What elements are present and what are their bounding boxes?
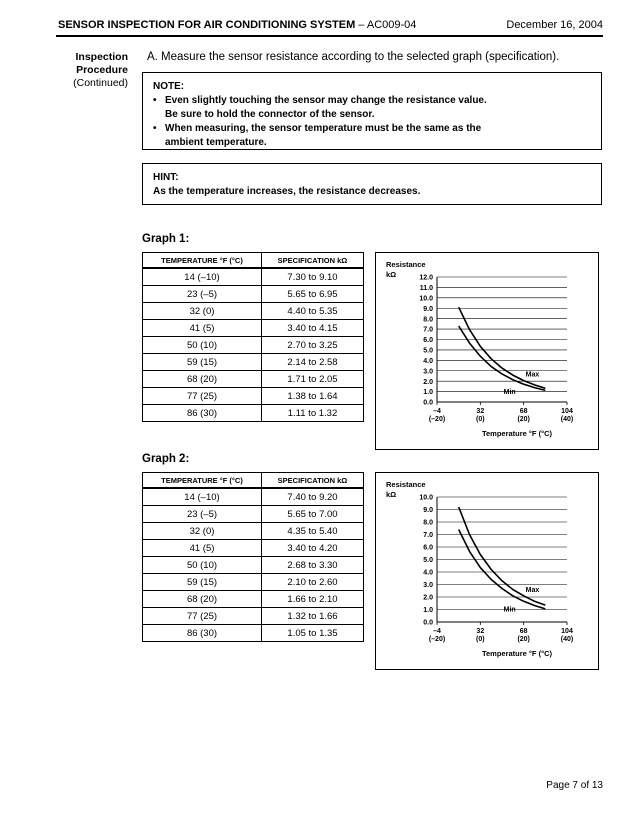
- x-tick-sublabel: (40): [560, 416, 574, 423]
- y-tick-label: 7.0: [423, 326, 433, 334]
- specification-cell: 4.40 to 5.35: [262, 303, 364, 320]
- y-tick-label: 10.0: [419, 295, 433, 303]
- note-item: [153, 94, 591, 122]
- y-tick-label: 6.0: [423, 337, 433, 345]
- temperature-cell: 32 (0): [143, 303, 262, 320]
- temperature-cell: 68 (20): [143, 591, 262, 608]
- x-tick-sublabel: (–20): [428, 636, 446, 643]
- y-axis-unit-label: kΩ: [386, 490, 397, 499]
- x-axis-label: Temperature °F (°C): [481, 649, 553, 658]
- y-tick-label: 3.0: [423, 582, 433, 590]
- table-header-row: [143, 473, 364, 489]
- x-tick-label: 32: [476, 628, 485, 635]
- specification-cell: 1.05 to 1.35: [262, 625, 364, 642]
- side-heading-line2: Procedure: [76, 64, 128, 76]
- table-row: [143, 268, 364, 286]
- y-tick-label: 9.0: [423, 305, 433, 313]
- hint-box: [142, 163, 602, 205]
- y-tick-label: 1.0: [423, 389, 433, 397]
- note-item-1b: Be sure to hold the connector of the sensor.: [165, 109, 375, 120]
- table-row: [143, 540, 364, 557]
- table-row: [143, 405, 364, 422]
- temperature-cell: 50 (10): [143, 557, 262, 574]
- title-text: SENSOR INSPECTION FOR AIR CONDITIONING SYSTEM: [58, 19, 356, 31]
- temperature-cell: 23 (–5): [143, 506, 262, 523]
- temperature-cell: 23 (–5): [143, 286, 262, 303]
- graph1-chart-svg: [376, 253, 600, 451]
- table-row: [143, 488, 364, 506]
- x-tick-sublabel: (40): [560, 636, 574, 643]
- graph2-heading: Graph 2:: [142, 453, 190, 465]
- document-date: December 16, 2004: [506, 19, 603, 31]
- y-tick-label: 2.0: [423, 594, 433, 602]
- graph1-chart: [375, 252, 599, 450]
- note-item: [153, 122, 591, 150]
- specification-cell: 7.30 to 9.10: [262, 268, 364, 286]
- x-tick-sublabel: (20): [517, 416, 530, 423]
- temperature-cell: 68 (20): [143, 371, 262, 388]
- y-tick-label: 4.0: [423, 357, 433, 365]
- specification-cell: 2.68 to 3.30: [262, 557, 364, 574]
- y-tick-label: 8.0: [423, 519, 433, 527]
- specification-cell: 1.11 to 1.32: [262, 405, 364, 422]
- temperature-cell: 77 (25): [143, 388, 262, 405]
- table-row: [143, 354, 364, 371]
- y-tick-label: 10.0: [419, 494, 433, 502]
- graph1-table-body: [143, 268, 364, 422]
- specification-cell: 4.35 to 5.40: [262, 523, 364, 540]
- specification-cell: 5.65 to 7.00: [262, 506, 364, 523]
- table-row: [143, 557, 364, 574]
- y-tick-label: 8.0: [423, 316, 433, 324]
- specification-cell: 1.38 to 1.64: [262, 388, 364, 405]
- series-line-min: [459, 326, 546, 390]
- specification-cell: 1.66 to 2.10: [262, 591, 364, 608]
- y-tick-label: 1.0: [423, 607, 433, 615]
- temperature-cell: 59 (15): [143, 354, 262, 371]
- specification-cell: 1.32 to 1.66: [262, 608, 364, 625]
- table-header-row: [143, 253, 364, 269]
- side-heading-line3: (Continued): [73, 77, 128, 89]
- temperature-cell: 77 (25): [143, 608, 262, 625]
- y-tick-label: 0.0: [423, 399, 433, 407]
- x-tick-sublabel: (0): [476, 416, 485, 423]
- y-tick-label: 0.0: [423, 619, 433, 627]
- y-tick-label: 9.0: [423, 507, 433, 515]
- table-row: [143, 286, 364, 303]
- x-tick-label: 68: [519, 628, 528, 635]
- table-row: [143, 625, 364, 642]
- document-title: [58, 19, 416, 31]
- specification-cell: 3.40 to 4.20: [262, 540, 364, 557]
- table-row: [143, 388, 364, 405]
- doc-id: – AC009-04: [355, 19, 417, 31]
- column-header-temperature: TEMPERATURE °F (°C): [143, 253, 262, 269]
- specification-cell: 2.14 to 2.58: [262, 354, 364, 371]
- header-divider: [56, 35, 603, 37]
- x-tick-label: 104: [561, 628, 573, 635]
- table-row: [143, 337, 364, 354]
- temperature-cell: 41 (5): [143, 320, 262, 337]
- graph2-spec-table: [142, 472, 364, 642]
- x-tick-label: 68: [519, 408, 528, 415]
- temperature-cell: 41 (5): [143, 540, 262, 557]
- note-item-2b: ambient temperature.: [165, 137, 267, 148]
- y-tick-label: 3.0: [423, 368, 433, 376]
- note-item-1a: Even slightly touching the sensor may change the resistance value.: [165, 95, 487, 106]
- specification-cell: 3.40 to 4.15: [262, 320, 364, 337]
- step-instruction: A. Measure the sensor resistance according to the selected graph (specification).: [147, 51, 560, 63]
- temperature-cell: 14 (–10): [143, 268, 262, 286]
- table-row: [143, 591, 364, 608]
- specification-cell: 5.65 to 6.95: [262, 286, 364, 303]
- table-row: [143, 320, 364, 337]
- side-heading-line1: Inspection: [75, 51, 128, 63]
- temperature-cell: 14 (–10): [143, 488, 262, 506]
- specification-cell: 2.70 to 3.25: [262, 337, 364, 354]
- table-row: [143, 574, 364, 591]
- temperature-cell: 32 (0): [143, 523, 262, 540]
- y-tick-label: 7.0: [423, 532, 433, 540]
- y-tick-label: 12.0: [419, 274, 433, 282]
- note-list: [153, 94, 591, 150]
- note-box: [142, 72, 602, 150]
- series-label-min: Min: [503, 389, 516, 397]
- y-tick-label: 6.0: [423, 544, 433, 552]
- table-row: [143, 523, 364, 540]
- series-label-max: Max: [525, 586, 540, 594]
- y-axis-unit-label: kΩ: [386, 270, 397, 279]
- temperature-cell: 86 (30): [143, 625, 262, 642]
- y-tick-label: 11.0: [419, 285, 433, 293]
- x-tick-sublabel: (0): [476, 636, 485, 643]
- x-tick-label: 32: [476, 408, 485, 415]
- column-header-temperature: TEMPERATURE °F (°C): [143, 473, 262, 489]
- table-row: [143, 303, 364, 320]
- specification-cell: 1.71 to 2.05: [262, 371, 364, 388]
- table-row: [143, 371, 364, 388]
- column-header-specification: SPECIFICATION kΩ: [262, 253, 364, 269]
- page-number: Page 7 of 13: [546, 780, 603, 791]
- series-label-min: Min: [503, 606, 516, 614]
- x-tick-sublabel: (–20): [428, 416, 446, 423]
- graph2-chart-svg: [376, 473, 600, 671]
- graph1-heading: Graph 1:: [142, 233, 190, 245]
- y-tick-label: 5.0: [423, 557, 433, 565]
- hint-title: HINT:: [153, 172, 179, 183]
- temperature-cell: 59 (15): [143, 574, 262, 591]
- graph2-chart: [375, 472, 599, 670]
- hint-text: As the temperature increases, the resistance decreases.: [153, 186, 421, 197]
- graph2-table-body: [143, 488, 364, 642]
- temperature-cell: 86 (30): [143, 405, 262, 422]
- table-row: [143, 506, 364, 523]
- specification-cell: 2.10 to 2.60: [262, 574, 364, 591]
- table-row: [143, 608, 364, 625]
- y-tick-label: 5.0: [423, 347, 433, 355]
- y-tick-label: 4.0: [423, 569, 433, 577]
- series-label-max: Max: [525, 371, 540, 379]
- y-axis-label: Resistance: [386, 480, 426, 489]
- column-header-specification: SPECIFICATION kΩ: [262, 473, 364, 489]
- note-item-2a: When measuring, the sensor temperature must be the same as the: [165, 123, 482, 134]
- temperature-cell: 50 (10): [143, 337, 262, 354]
- x-axis-label: Temperature °F (°C): [481, 429, 553, 438]
- graph1-spec-table: [142, 252, 364, 422]
- x-tick-label: –4: [433, 408, 441, 415]
- specification-cell: 7.40 to 9.20: [262, 488, 364, 506]
- x-tick-label: 104: [561, 408, 573, 415]
- y-axis-label: Resistance: [386, 260, 426, 269]
- y-tick-label: 2.0: [423, 378, 433, 386]
- x-tick-sublabel: (20): [517, 636, 530, 643]
- note-title: NOTE:: [153, 81, 185, 92]
- x-tick-label: –4: [433, 628, 441, 635]
